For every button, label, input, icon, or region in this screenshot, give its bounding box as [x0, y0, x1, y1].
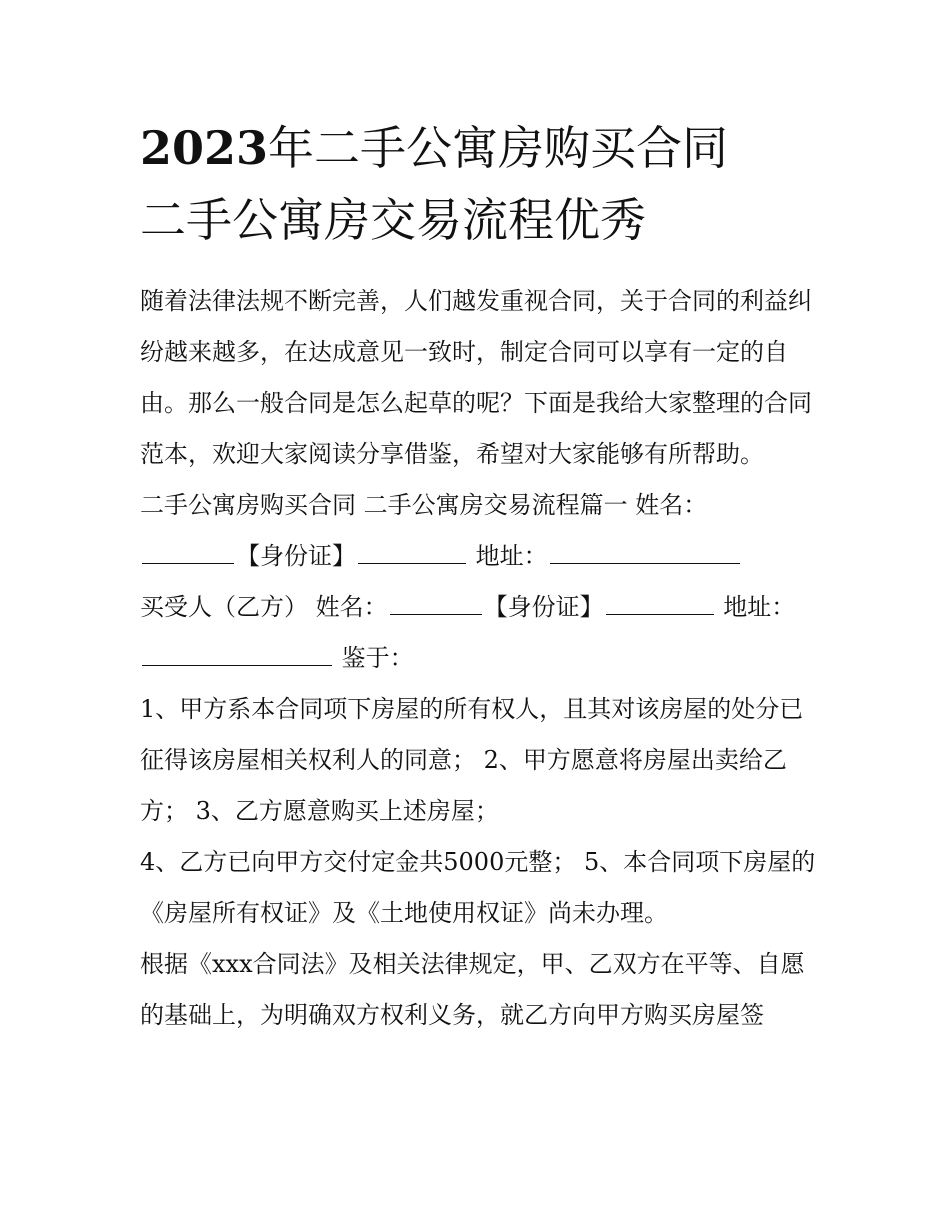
document-content [140, 112, 820, 1041]
party-b-address-blank [142, 639, 332, 666]
intro-paragraph: 随着法律法规不断完善，人们越发重视合同，关于合同的利益纠纷越来越多，在达成意见一致时，制定合同可以享有一定的自由。那么一般合同是怎么起草的呢？下面是我给大家整理的合同范本，欢迎大家阅读分享借鉴，希望对大家能够有所帮助。 [140, 287, 812, 468]
clauses-1-3: 1、甲方系本合同项下房屋的所有权人，且其对该房屋的处分已征得该房屋相关权利人的同意； 2、甲方愿意将房屋出卖给乙方； 3、乙方愿意购买上述房屋； [140, 695, 804, 825]
party-a-paragraph [140, 480, 820, 582]
title-line2: 二手公寓房交易流程优秀 [140, 193, 646, 247]
whereas-label: 鉴于： [341, 644, 414, 672]
clauses-4-5: 4、乙方已向甲方交付定金共5000元整； 5、本合同项下房屋的《房屋所有权证》及《土地使用权证》尚未办理。 [140, 848, 816, 927]
party-b-id-label: 【身份证】 [483, 593, 604, 621]
party-b-fields-line [140, 593, 795, 621]
party-a-name-blank [142, 537, 234, 564]
document-body [140, 276, 820, 1041]
party-b-address-label: 地址： [723, 593, 796, 621]
party-a-id-label: 【身份证】 [236, 542, 356, 570]
party-a-address-label: 地址： [475, 542, 548, 570]
party-b-id-blank [606, 588, 714, 615]
party-a-fields-line [140, 542, 742, 570]
party-b-prefix: 买受人（乙方） 姓名： [140, 593, 388, 621]
party-a-heading: 二手公寓房购买合同 二手公寓房交易流程篇一 姓名： [140, 491, 708, 519]
title-year: 2023 [140, 121, 269, 175]
party-a-address-blank [550, 537, 740, 564]
party-b-name-blank [390, 588, 482, 615]
title-line1-text: 年二手公寓房购买合同 [268, 121, 729, 175]
party-b-paragraph [140, 582, 820, 684]
document-title [140, 112, 820, 256]
party-a-id-blank [358, 537, 466, 564]
basis-paragraph: 根据《xxx合同法》及相关法律规定，甲、乙双方在平等、自愿的基础上，为明确双方权利义务，就乙方向甲方购买房屋签 [140, 950, 805, 1029]
